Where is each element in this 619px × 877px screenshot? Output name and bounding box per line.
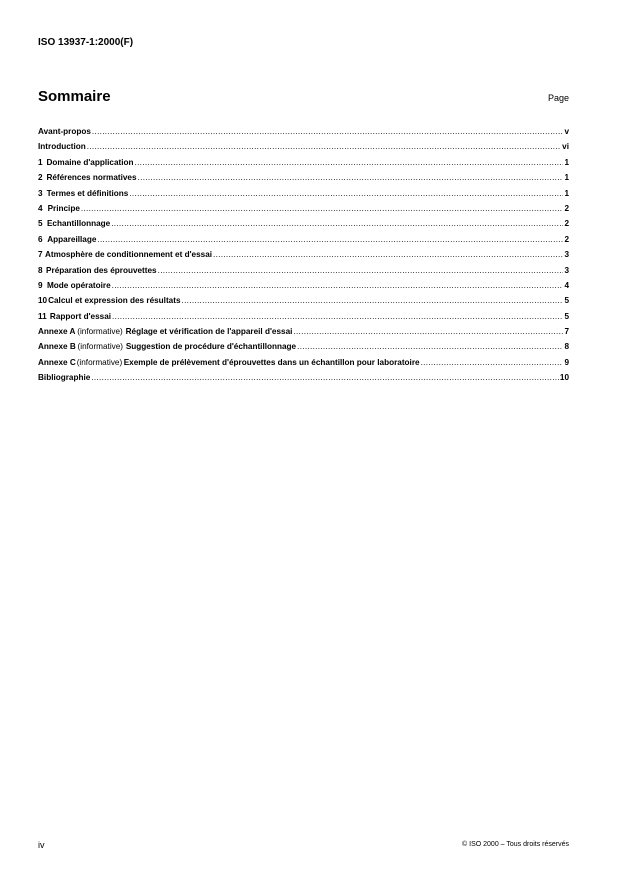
toc-entry-page: 5 xyxy=(564,296,569,306)
toc-entry-page: 1 xyxy=(564,188,569,198)
toc-entry-title: Avant-propos xyxy=(38,127,91,136)
toc-entry[interactable] xyxy=(38,127,569,142)
dot-leader xyxy=(81,204,564,213)
toc-entry-title: Références normatives xyxy=(46,173,137,183)
toc-entry-page: 4 xyxy=(564,280,569,290)
dot-leader xyxy=(97,235,563,244)
toc-entry-title: Rapport d'essai xyxy=(49,311,112,321)
toc-entry-number: 8 xyxy=(38,265,43,275)
toc-entry-number: 10 xyxy=(38,296,48,306)
dot-leader xyxy=(112,281,564,290)
toc-entry[interactable] xyxy=(38,373,569,388)
toc-annex-qualifier: (informative) xyxy=(77,342,124,352)
toc-entry[interactable] xyxy=(38,266,569,281)
toc-entry[interactable] xyxy=(38,296,569,311)
document-id: ISO 13937-1:2000(F) xyxy=(38,37,134,48)
toc-entry[interactable] xyxy=(38,235,569,250)
toc-entry[interactable] xyxy=(38,250,569,265)
toc-entry-page: 10 xyxy=(559,373,569,383)
dot-leader xyxy=(111,219,563,228)
toc-entry-title: Préparation des éprouvettes xyxy=(46,265,157,275)
toc-entry-number: 6 xyxy=(38,234,43,244)
toc-entry-page: 8 xyxy=(564,342,569,352)
footer-copyright: © ISO 2000 – Tous droits réservés xyxy=(462,841,569,848)
toc-entry-number: 9 xyxy=(38,280,43,290)
toc-entry-title: Suggestion de procédure d'échantillonnage xyxy=(125,342,297,352)
toc-entry-page: 2 xyxy=(564,203,569,213)
toc-entry[interactable] xyxy=(38,189,569,204)
toc-entry-number: 1 xyxy=(38,157,43,167)
toc-entry-page: v xyxy=(564,127,569,136)
toc-entry[interactable] xyxy=(38,142,569,157)
toc-entry-title: Réglage et vérification de l'appareil d'essai xyxy=(125,327,293,337)
dot-leader xyxy=(293,327,563,336)
toc-entry-page: 1 xyxy=(564,157,569,167)
toc-entry-title: Exemple de prélèvement d'éprouvettes dans un échantillon pour laboratoire xyxy=(123,357,420,367)
toc-entry-page: 1 xyxy=(564,173,569,183)
toc-entry-title: Mode opératoire xyxy=(46,280,111,290)
footer-page-number: iv xyxy=(38,840,45,850)
toc-entry-number: 5 xyxy=(38,219,43,229)
dot-leader xyxy=(213,250,563,259)
toc-entry-number: 11 xyxy=(38,311,47,321)
toc-entry[interactable] xyxy=(38,219,569,234)
dot-leader xyxy=(297,342,563,351)
dot-leader xyxy=(135,158,564,167)
toc-entry-title: Domaine d'application xyxy=(46,157,134,167)
toc-entry[interactable] xyxy=(38,158,569,173)
toc-annex-label: Annexe A xyxy=(38,327,76,337)
toc-entry-title: Termes et définitions xyxy=(46,188,129,198)
toc-entry-page: 7 xyxy=(564,327,569,337)
page-column-label: Page xyxy=(547,93,569,103)
dot-leader xyxy=(421,358,564,367)
toc-entry[interactable] xyxy=(38,312,569,327)
toc-entry-page: 2 xyxy=(564,234,569,244)
dot-leader xyxy=(91,373,559,382)
toc-entry-number: 7 xyxy=(38,250,43,260)
toc-entry-page: vi xyxy=(562,142,569,152)
dot-leader xyxy=(158,266,564,275)
toc-entry-page: 2 xyxy=(564,219,569,229)
toc-entry-title: Echantillonnage xyxy=(46,219,111,229)
dot-leader xyxy=(92,127,564,136)
toc-entry-number: 3 xyxy=(38,188,43,198)
toc-entry-title: Atmosphère de conditionnement et d'essai xyxy=(44,250,213,260)
dot-leader xyxy=(138,173,564,182)
toc-entry[interactable] xyxy=(38,342,569,357)
toc-entry-number: 4 xyxy=(38,203,43,213)
toc-annex-qualifier: (informative) xyxy=(77,327,123,337)
toc-entry[interactable] xyxy=(38,173,569,188)
toc-entry-title: Bibliographie xyxy=(38,373,91,383)
toc-entry-number: 2 xyxy=(38,173,43,183)
toc-entry-page: 3 xyxy=(564,250,569,260)
toc-entry[interactable] xyxy=(38,327,569,342)
toc-entry-title: Appareillage xyxy=(47,234,97,244)
toc-entry-page: 9 xyxy=(564,357,569,367)
toc-entry-page: 5 xyxy=(564,311,569,321)
dot-leader xyxy=(182,296,564,305)
page-title: Sommaire xyxy=(38,88,111,105)
dot-leader xyxy=(87,142,561,151)
table-of-contents xyxy=(38,127,569,389)
toc-entry[interactable] xyxy=(38,281,569,296)
toc-entry-title: Principe xyxy=(47,203,80,213)
toc-entry[interactable] xyxy=(38,358,569,373)
toc-annex-label: Annexe B xyxy=(38,342,76,352)
toc-entry-title: Introduction xyxy=(38,142,86,152)
toc-entry-page: 3 xyxy=(564,265,569,275)
toc-annex-qualifier: (informative) xyxy=(76,357,123,367)
toc-entry[interactable] xyxy=(38,204,569,219)
dot-leader xyxy=(112,312,563,321)
toc-entry-title: Calcul et expression des résultats xyxy=(48,296,181,306)
toc-annex-label: Annexe C xyxy=(38,357,76,367)
dot-leader xyxy=(129,189,563,198)
